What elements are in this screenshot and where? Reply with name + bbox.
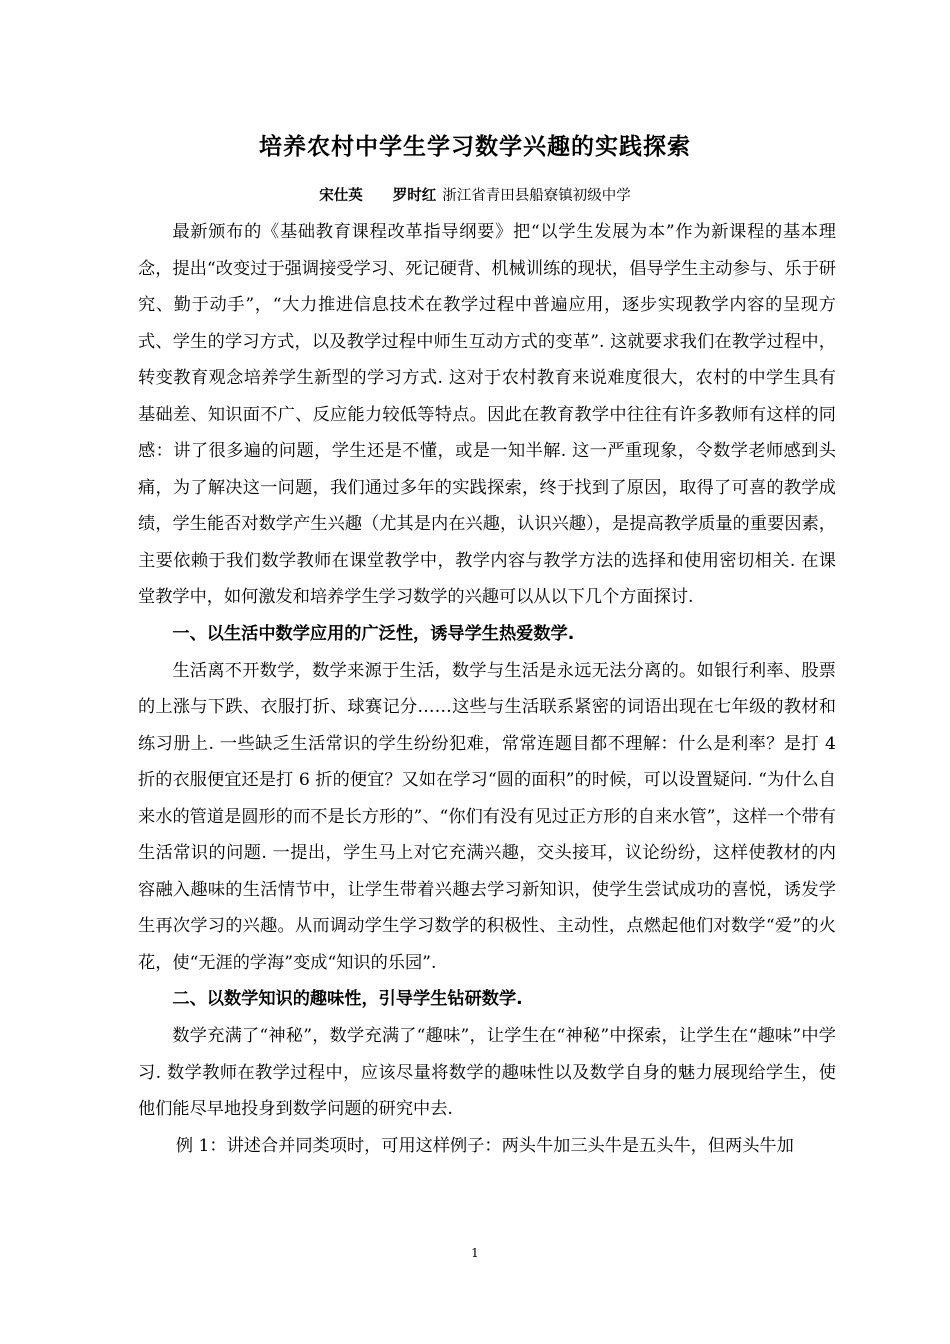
author-name: 宋仕英 xyxy=(319,188,363,204)
section-heading: 一、以生活中数学应用的广泛性，诱导学生热爱数学. xyxy=(172,624,575,645)
author-name: 罗时红 xyxy=(392,188,437,204)
byline xyxy=(0,184,950,205)
body-paragraph: 数学充满了“神秘”，数学充满了“趣味”，让学生在“神秘”中探索，让学生在“趣味”中学习. 数学教师在教学过程中，应该尽量将数学的趣味性以及数学自身的魅力展现给学生，使他们能尽早地投身到数学问题的研究中去. xyxy=(138,1026,836,1120)
body-paragraph: 生活离不开数学，数学来源于生活，数学与生活是永远无法分离的。如银行利率、股票的上涨与下跌、衣服打折、球赛记分……这些与生活联系紧密的词语出现在七年级的教材和练习册上. 一些缺乏生活常识的学生纷纷犯难，常常连题目都不理解：什么是利率？是打 4 折的衣服便宜还是打 6 折的便宜？又如在学习“圆的面积”的时候，可以设置疑问. “为什么自来水的管道是圆形的而不是长方形的”、“你们有没有见过正方形的自来水管”，这样一个带有生活常识的问题. 一提出，学生马上对它充满兴趣，交头接耳，议论纷纷，这样使教材的内容融入趣味的生活情节中，让学生带着兴趣去学习新知识，使学生尝试成功的喜悦，诱发学生再次学习的兴趣。从而调动学生学习数学的积极性、主动性，点燃起他们对数学“爱”的火花，使“无涯的学海”变成“知识的乐园”. xyxy=(138,660,836,973)
page-title: 培养农村中学生学习数学兴趣的实践探索 xyxy=(259,134,691,160)
section-heading: 二、以数学知识的趣味性，引导学生钻研数学. xyxy=(172,989,523,1010)
page-number: 1 xyxy=(471,1246,479,1260)
example-paragraph: 例 1：讲述合并同类项时，可用这样例子：两头牛加三头牛是五头牛，但两头牛加 xyxy=(175,1135,794,1156)
affiliation: 浙江省青田县船寮镇初级中学 xyxy=(442,188,631,204)
intro-paragraph: 最新颁布的《基础教育课程改革指导纲要》把“以学生发展为本”作为新课程的基本理念，提出“改变过于强调接受学习、死记硬背、机械训练的现状，倡导学生主动参与、乐于研究、勤于动手”，“大力推进信息技术在教学过程中普遍应用，逐步实现教学内容的呈现方式、学生的学习方式，以及教学过程中师生互动方式的变革”. 这就要求我们在教学过程中，转变教育观念培养学生新型的学习方式. 这对于农村教育来说难度很大，农村的中学生具有基础差、知识面不广、反应能力较低等特点。因此在教育教学中往往有许多教师有这样的同感：讲了很多遍的问题，学生还是不懂，或是一知半解. 这一严重现象，令数学老师感到头痛，为了解决这一问题，我们通过多年的实践探索，终于找到了原因，取得了可喜的教学成绩，学生能否对数学产生兴趣（尤其是内在兴趣，认识兴趣），是提高教学质量的重要因素，主要依赖于我们数学教师在课堂教学中，教学内容与教学方法的选择和使用密切相关. 在课堂教学中，如何激发和培养学生学习数学的兴趣可以从以下几个方面探讨. xyxy=(138,222,836,608)
article-body xyxy=(138,214,836,1164)
